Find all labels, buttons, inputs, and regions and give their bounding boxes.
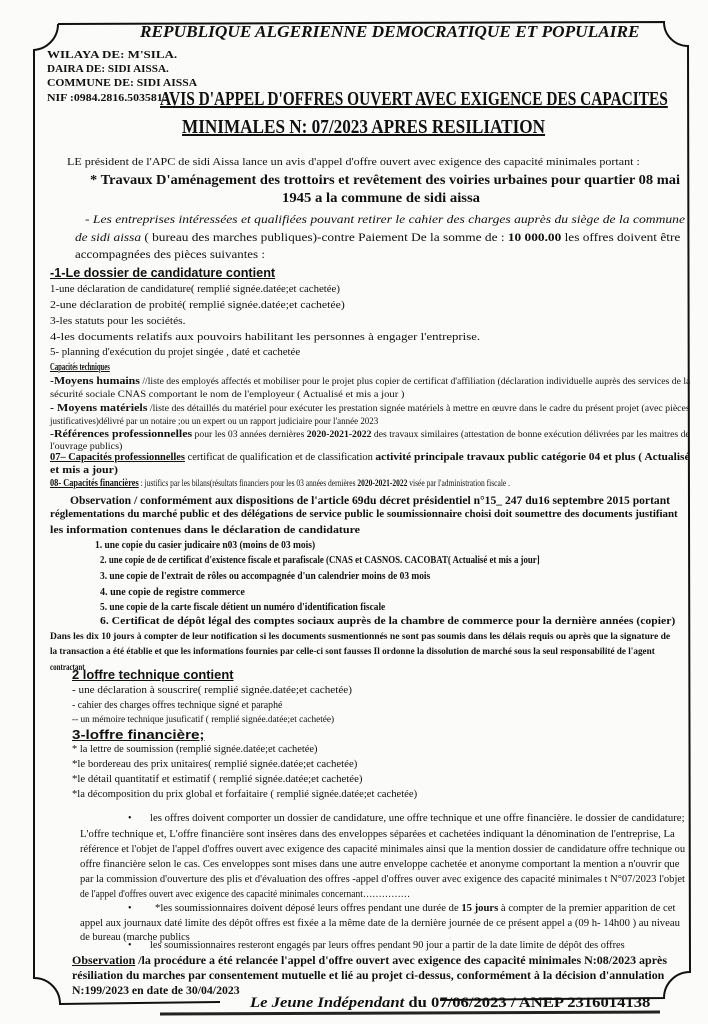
bullet: • xyxy=(128,903,132,914)
notice-title-line2: MINIMALES N: 07/2023 APRES RESILIATION xyxy=(182,116,546,138)
offre-financiere-heading: 3-loffre financière; xyxy=(72,727,205,742)
humains-text: //liste des employés affectés et mobiliser pour le projet plus copier de certificat d'affiliation (déclaration individuelle auprès des services de la xyxy=(139,376,691,386)
observation1-line1: Observation / conformément aux dispositions de l'article 69du décret présidentiel n°15_ 247 du16 septembre 2015 portant xyxy=(70,493,671,507)
materiels-line xyxy=(50,402,690,415)
offre-technique-item: - une déclaration à souscrire( remplié signée.datée;et cachetée) xyxy=(72,685,352,696)
cap-pro-text: certificat de qualification et de classification xyxy=(184,452,376,463)
observation2-line3: N:199/2023 en date de 30/04/2023 xyxy=(72,983,240,997)
offre-financiere-item: *le détail quantitatif et estimatif ( remplié signée.datée;et cachetée) xyxy=(72,774,363,785)
humains-line2: sécurité sociale CNAS comportant le nom de l'employeur ( Actualisé et mis a jour ) xyxy=(50,389,405,399)
offre-technique-item: -- un mémoire technique jusuficatif ( remplié signée.datée;et cachetée) xyxy=(72,714,335,724)
wilaya-line: WILAYA DE: M'SILA. xyxy=(47,49,178,61)
commune-name: de sidi aissa xyxy=(75,230,141,244)
republic-heading: REPUBLIQUE ALGERIENNE DEMOCRATIQUE ET POPULAIRE xyxy=(140,22,640,41)
newspaper-name: Le Jeune Indépendant xyxy=(250,995,405,1011)
observation2-line2: résiliation du marches par consentement mutuelle et lié au projet ci-dessus, conformément à la décision d'annulation xyxy=(72,968,665,982)
dossier-item: 4-les documents relatifs aux pouvoirs habilitant les personnes à engager l'entreprise. xyxy=(50,331,481,343)
nif-line: NIF :0984.2816.5035813 xyxy=(47,93,169,104)
notice-title-line1: AVIS D'APPEL D'OFFRES OUVERT AVEC EXIGENCE DES CAPACITES xyxy=(160,88,668,110)
references-line2: l'ouvrage publics) xyxy=(50,441,123,451)
publication-ref: du 07/06/2023 / ANEP 2316014138 xyxy=(404,995,651,1011)
dossier-item: 2-une déclaration de probité( remplié signée.datée;et cachetée) xyxy=(50,299,345,311)
offre-financiere-item: *la décomposition du prix global et forfaitaire ( remplié signée.datée;et cachetée) xyxy=(72,789,418,800)
materiels-text: /liste des détaillés du matériel pour exécuter les prestation signée matériels à mettre en œuvre dans le cadre du présent projet (avec pièces xyxy=(147,403,690,413)
bullet: • xyxy=(128,813,132,824)
project-title-line1: * Travaux D'aménagement des trottoirs et revêtement des voiries urbaines pour quartier 08 mai xyxy=(90,173,680,188)
observation2-text: /la procédure a été relancée l'appel d'offre ouvert avec exigence des capacité minimales N:08/2023 après xyxy=(135,953,668,967)
offre-technique-item: - cahier des charges offres technique signé et paraphé xyxy=(72,700,283,711)
fee-amount: 10 000.00 xyxy=(507,230,562,244)
humains-label: -Moyens humains xyxy=(50,375,140,387)
intro-president: LE président de l'APC de sidi Aissa lance un avis d'appel d'offre ouvert avec exigence des capacité minimales portant : xyxy=(67,156,640,168)
required-document: 4. une copie de registre commerce xyxy=(100,587,245,598)
dossier-item: 3-les statuts pour les sociétés. xyxy=(50,315,186,327)
cap-fin-line xyxy=(50,478,510,490)
cap-fin-text-end: visée par l'administration fiscale . xyxy=(407,478,510,488)
observation1-note: la transaction a été établie et que les informations fournies par celle-ci sont fausses Il ordonne la dissolution de marché sous la seul responsabilité de l'agent xyxy=(50,646,655,656)
conditions-line: les offres doivent comporter un dossier de candidature, une offre technique et une offre financière. le dossier de candidature; xyxy=(150,813,685,824)
conditions-line: de bureau (marche publics xyxy=(80,932,190,943)
cap-pro-line2: et mis a jour) xyxy=(50,465,118,476)
cap-pro-line xyxy=(50,451,690,464)
deposit-text-end: à compter de la premier apparition de cet xyxy=(498,903,676,914)
observation2-label: Observation xyxy=(72,953,136,967)
materiels-line2: justificatives)délivré par un notaire ;ou un expert ou un rapport judiciaire pour l'année 2023 xyxy=(50,416,379,426)
required-document: 6. Certificat de dépôt légal des comptes sociaux auprès de la chambre de commerce pour la dernière années (copier) xyxy=(100,616,676,627)
dossier-item: 5- planning d'exécution du projet singée , daté et cachetée xyxy=(50,347,301,358)
required-document: 5. une copie de la carte fiscale détient un numéro d'identification fiscale xyxy=(100,602,386,613)
conditions-line: les soumissionnaires resteront engagés par leurs offres pendant 90 jour a partir de la date limite de dépôt des offres xyxy=(150,940,625,951)
withdraw-text: ( bureau des marches publiques)-contre Paiement De la somme de : xyxy=(140,230,508,244)
dossier-item: 1-une déclaration de candidature( remplié signée.datée;et cachetée) xyxy=(50,283,340,295)
cap-pro-bold: activité principale travaux public catégorie 04 et plus ( Actualisé xyxy=(375,451,690,463)
offre-financiere-item: * la lettre de soumission (remplié signée.datée;et cachetée) xyxy=(72,744,318,755)
observation1-note: contractant xyxy=(50,662,85,672)
conditions-line: référence et l'objet de l'appel d'offres ouvert avec exigence des capacité minimales ainsi que la mention dossier de candidature offre technique ou xyxy=(80,844,686,855)
bullet: • xyxy=(128,940,132,951)
references-text: pour les 03 années dernières xyxy=(192,429,307,439)
conditions-line: de l'appel d'offres ouvert avec exigence des capacité minimales concernant…………… xyxy=(80,889,411,900)
project-title-line2: 1945 a la commune de sidi aissa xyxy=(282,191,481,206)
publication-footer xyxy=(250,994,650,1012)
observation1-line2: réglementations du marché public et des délégations de service public le soumissionnaire choisi doit soumettre des documents justifiant xyxy=(50,509,678,520)
cap-pro-label: 07– Capacités professionnelles xyxy=(50,452,185,463)
references-label: -Références professionnelles xyxy=(50,428,193,440)
observation1-line3: les information contenues dans le déclaration de candidature xyxy=(50,525,360,536)
required-document: 1. une copie du casier judicaire n03 (moins de 03 mois) xyxy=(95,540,316,551)
cap-tech-heading: Capacités techniques xyxy=(50,362,110,373)
references-text-end: des travaux similaires (attestation de bonne exécution délivrées par les maitres de xyxy=(371,429,690,439)
conditions-line: L'offre technique et, L'offre financière sont insères dans des enveloppes séparées et cachetées indiquant la dénomination de l'entreprise, La xyxy=(80,829,675,840)
deposit-duration: 15 jours xyxy=(461,903,499,914)
cap-fin-years: 2020-2021-2022 xyxy=(357,478,408,488)
withdraw-line1: - Les entreprises intéressées et qualifiées pouvant retirer le cahier des charges auprès du siège de la commune xyxy=(85,212,685,226)
offre-technique-heading: 2 loffre technique contient xyxy=(72,667,234,682)
conditions-line: appel aux journaux daté limite des dépôt offres est fixée a la même date de la dernière journée de ce présent appel a (09 h- 14h00 ) au niveau xyxy=(80,918,680,929)
withdraw-line3: accompagnées des pièces suivantes : xyxy=(75,247,265,261)
cap-fin-text: : justifics par les bilans(résultats financiers pour les 03 années dernières xyxy=(138,478,358,488)
observation1-note: Dans les dix 10 jours à compter de leur notification si les documents susmentionnés ne sont pas soumis dans les délais requis ou après que la signature de xyxy=(50,631,671,641)
commune-line: COMMUNE DE: SIDI AISSA xyxy=(47,77,198,89)
withdraw-line2 xyxy=(75,230,680,244)
withdraw-text-end: les offres doivent être xyxy=(561,230,681,244)
references-line xyxy=(50,428,690,441)
references-years: 2020-2021-2022 xyxy=(306,429,372,439)
offre-financiere-item: *le bordereau des prix unitaires( remplié signée.datée;et cachetée) xyxy=(72,759,358,770)
dossier-heading: -1-Le dossier de candidature contient xyxy=(50,265,276,280)
conditions-line xyxy=(155,903,675,915)
conditions-line: par la commission d'ouverture des plis et d'évaluation des offres -appel d'offres ouver avec exigence des capacité minimales t N°07/2023 l'objet xyxy=(80,874,685,885)
deposit-text: *les soumissionnaires doivent déposé leurs offres pendant une durée de xyxy=(155,903,462,914)
conditions-line: offre financière selon le cas. Ces enveloppes sont mises dans une autre enveloppe cachetée et anonyme comportant la mention a n'ouvrir que xyxy=(80,859,680,870)
observation2-line1 xyxy=(72,953,667,967)
required-document: 3. une copie de l'extrait de rôles ou accompagnée d'un calendrier moins de 03 mois xyxy=(100,571,431,582)
required-document: 2. une copie de de certificat d'existence fiscale et parafiscale (CNAS et CASNOS. CACOBAT( Actualisé et mis a jour] xyxy=(100,555,540,566)
daira-line: DAIRA DE: SIDI AISSA. xyxy=(47,63,169,75)
materiels-label: - Moyens matériels xyxy=(50,402,148,414)
humains-line xyxy=(50,375,690,388)
cap-fin-label: 08- Capacités financières xyxy=(50,478,139,489)
